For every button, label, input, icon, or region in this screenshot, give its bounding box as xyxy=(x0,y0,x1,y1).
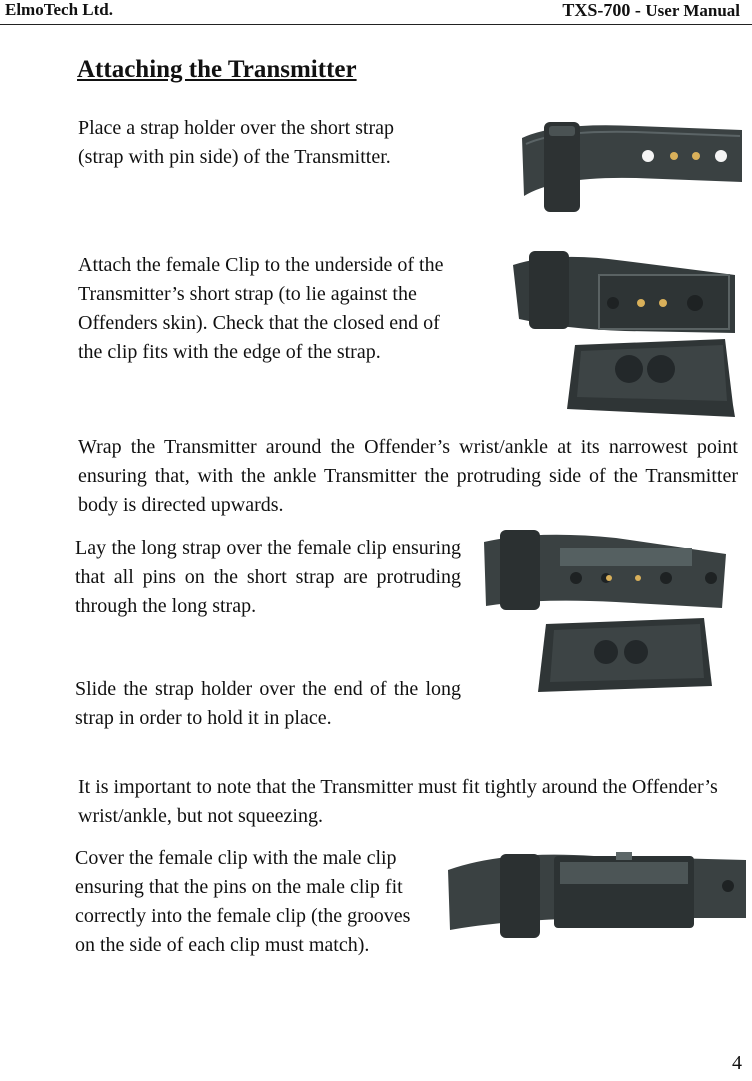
header-manual-label: User Manual xyxy=(645,1,740,20)
header-document-title xyxy=(562,0,740,21)
strap-holder-photo xyxy=(516,118,746,214)
male-clip-photo xyxy=(444,842,750,940)
header-model: TXS-700 - xyxy=(562,0,646,20)
step-male-clip-text: Cover the female clip with the male clip ensuring that the pins on the male clip fit correctly into the female clip (the grooves on the side of each clip must match). xyxy=(75,847,411,956)
step-wrap-text: Wrap the Transmitter around the Offender’s wrist/ankle at its narrowest point ensuring that, with the ankle Transmitter the protruding side of the Transmitter body is directed upwards. xyxy=(78,436,738,516)
long-strap-photo xyxy=(476,526,732,696)
page-number: 4 xyxy=(732,1052,742,1074)
header-company: ElmoTech Ltd. xyxy=(5,0,114,19)
female-clip-photo xyxy=(505,245,743,423)
fit-note-text: It is important to note that the Transmitter must fit tightly around the Offender’s wrist/ankle, but not squeezing. xyxy=(78,776,718,827)
step-female-clip-text: Attach the female Clip to the underside of the Transmitter’s short strap (to lie against the Offenders skin). Check that the closed end of the clip fits with the edge of the strap. xyxy=(78,254,444,363)
section-title: Attaching the Transmitter xyxy=(77,56,357,83)
step-long-strap-text: Lay the long strap over the female clip ensuring that all pins on the short strap are protruding through the long strap. xyxy=(75,537,461,617)
header-divider xyxy=(0,24,752,25)
step-strap-holder-text: Place a strap holder over the short strap (strap with pin side) of the Transmitter. xyxy=(78,117,395,168)
step-slide-holder-text: Slide the strap holder over the end of the long strap in order to hold it in place. xyxy=(75,678,461,729)
